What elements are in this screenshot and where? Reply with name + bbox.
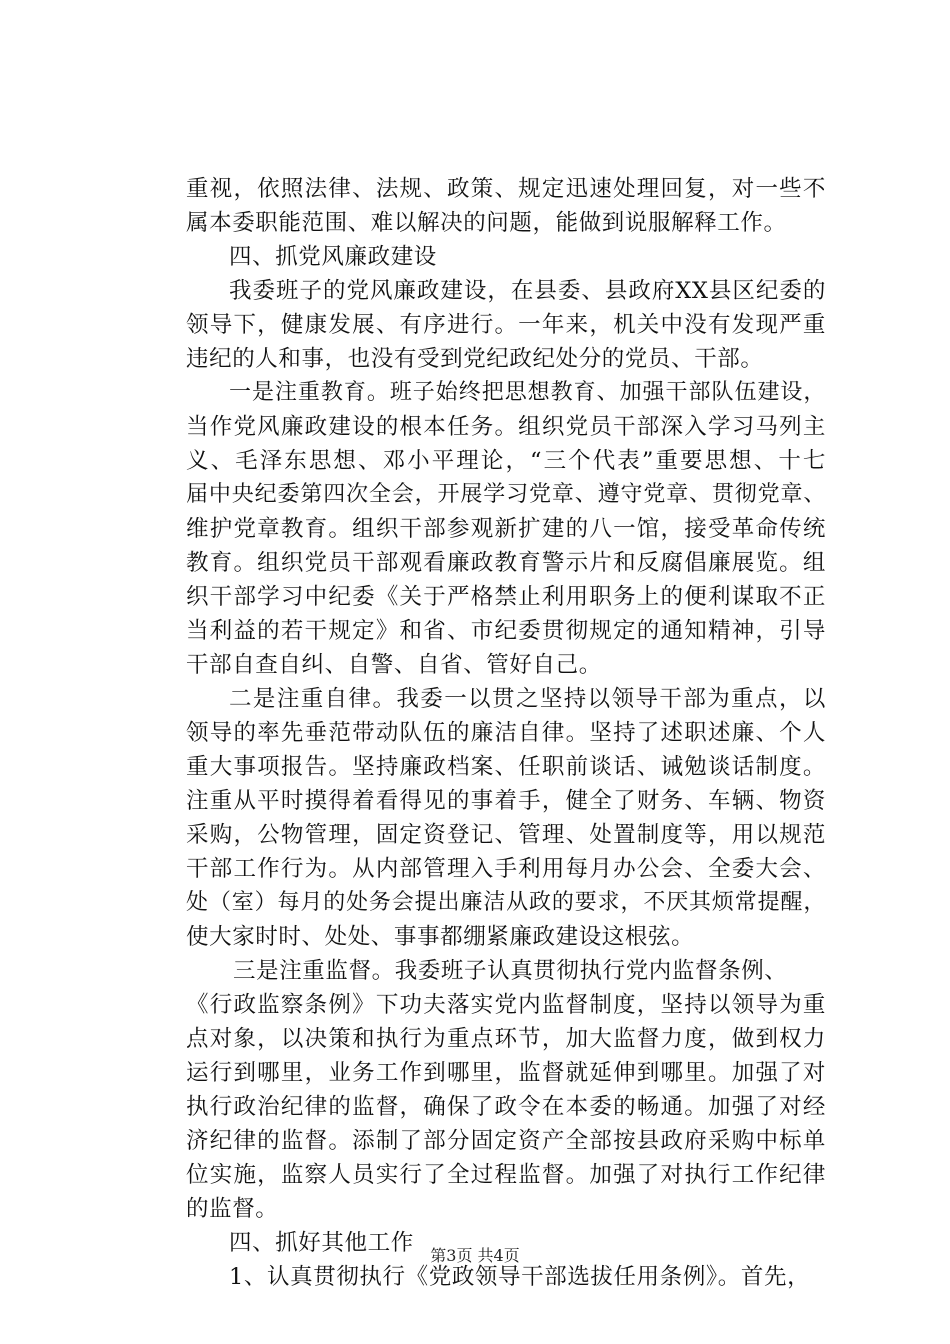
text-line: 《行政监察条例》下功夫落实党内监督制度，坚持以领导为重 <box>186 992 826 1018</box>
text-line: 当作党风廉政建设的根本任务。组织党员干部深入学习马列主 <box>186 414 826 440</box>
text-line: 运行到哪里，业务工作到哪里，监督就延伸到哪里。加强了对 <box>186 1060 826 1086</box>
text-line: 我委班子的党风廉政建设，在县委、县政府XX县区纪委的 <box>229 278 826 304</box>
text-line: 重视，依照法律、法规、政策、规定迅速处理回复，对一些不 <box>186 176 826 202</box>
text-line: 一是注重教育。班子始终把思想教育、加强干部队伍建设， <box>229 380 826 405</box>
text-line: 的监督。 <box>186 1196 279 1222</box>
text-line: 当利益的若干规定》和省、市纪委贯彻规定的通知精神，引导 <box>186 618 826 644</box>
text-line: 属本委职能范围、难以解决的问题，能做到说服解释工作。 <box>186 210 787 236</box>
text-line: 重大事项报告。坚持廉政档案、任职前谈话、诫勉谈话制度。 <box>186 754 826 780</box>
text-line: 干部自查自纠、自警、自省、管好自己。 <box>186 652 602 678</box>
text-line: 届中央纪委第四次全会，开展学习党章、遵守党章、贯彻党章、 <box>186 482 826 507</box>
text-line: 1、认真贯彻执行《党政领导干部选拔任用条例》。首先， <box>229 1264 811 1290</box>
text-line: 干部工作行为。从内部管理入手利用每月办公会、全委大会、 <box>186 856 826 882</box>
text-line: 违纪的人和事，也没有受到党纪政纪处分的党员、干部。 <box>186 346 764 372</box>
text-line: 处（室）每月的处务会提出廉洁从政的要求，不厌其烦常提醒， <box>186 890 826 915</box>
text-line: 注重从平时摸得着看得见的事着手，健全了财务、车辆、物资 <box>186 788 826 814</box>
text-line: 位实施，监察人员实行了全过程监督。加强了对执行工作纪律 <box>186 1162 826 1188</box>
text-line: 义、毛泽东思想、邓小平理论，“三个代表”重要思想、十七 <box>186 448 826 474</box>
text-line: 领导下，健康发展、有序进行。一年来，机关中没有发现严重 <box>186 312 826 338</box>
document-body <box>186 172 826 1294</box>
text-line: 领导的率先垂范带动队伍的廉洁自律。坚持了述职述廉、个人 <box>186 720 826 746</box>
text-line: 教育。组织党员干部观看廉政教育警示片和反腐倡廉展览。组 <box>186 550 826 576</box>
text-line: 点对象，以决策和执行为重点环节，加大监督力度，做到权力 <box>186 1026 826 1052</box>
text-line: 三是注重监督。我委班子认真贯彻执行党内监督条例、 <box>233 958 788 984</box>
text-line: 使大家时时、处处、事事都绷紧廉政建设这根弦。 <box>186 924 695 950</box>
section-heading: 四、抓好其他工作 <box>229 1230 414 1256</box>
text-line: 采购，公物管理，固定资登记、管理、处置制度等，用以规范 <box>186 822 826 848</box>
page-number: 第3页 共4页 <box>430 1246 520 1265</box>
text-line: 执行政治纪律的监督，确保了政令在本委的畅通。加强了对经 <box>186 1094 826 1120</box>
text-line: 二是注重自律。我委一以贯之坚持以领导干部为重点，以 <box>229 686 826 712</box>
text-line: 济纪律的监督。添制了部分固定资产全部按县政府采购中标单 <box>186 1128 826 1154</box>
text-line: 织干部学习中纪委《关于严格禁止利用职务上的便利谋取不正 <box>186 584 826 610</box>
text-line: 维护党章教育。组织干部参观新扩建的八一馆，接受革命传统 <box>186 516 826 542</box>
section-heading: 四、抓党风廉政建设 <box>229 244 437 270</box>
